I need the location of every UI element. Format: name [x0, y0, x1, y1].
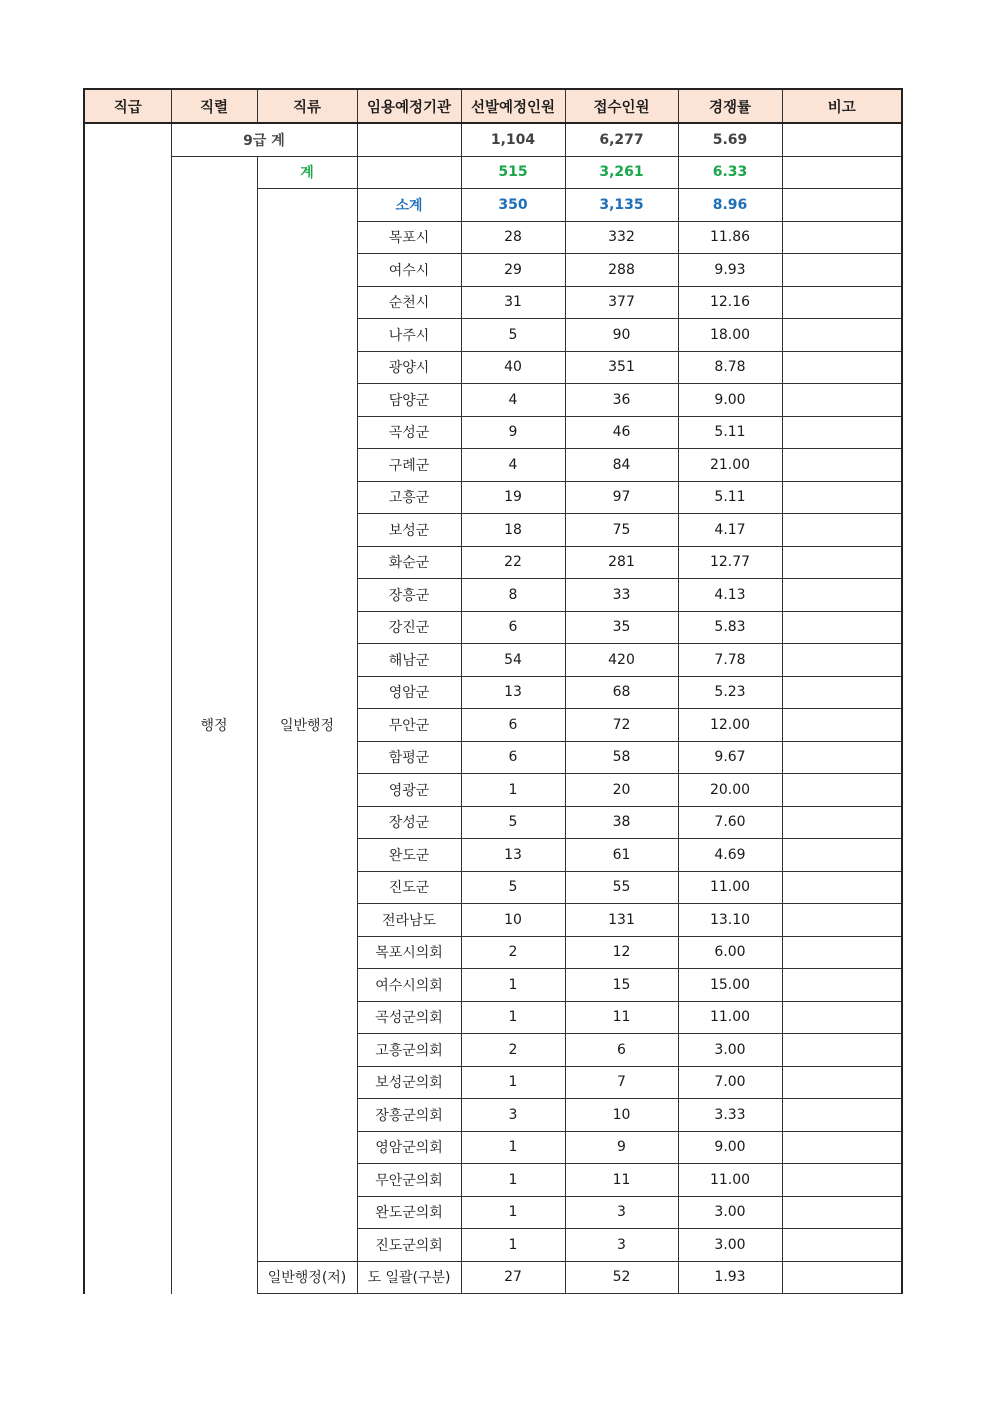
cell-ratio: 8.78 — [678, 351, 782, 384]
cell-agency: 진도군의회 — [357, 1229, 461, 1262]
cell-ratio: 4.13 — [678, 579, 782, 612]
cell-ratio: 7.60 — [678, 806, 782, 839]
subtotal-planned: 350 — [461, 189, 565, 222]
cell-planned: 6 — [461, 741, 565, 774]
cell-ratio: 11.86 — [678, 221, 782, 254]
cell-applicants: 52 — [565, 1261, 678, 1294]
grand-total-label: 9급 계 — [171, 123, 357, 156]
series-total-agency — [357, 156, 461, 189]
cell-applicants: 72 — [565, 709, 678, 742]
cell-note — [782, 806, 902, 839]
cell-ratio: 11.00 — [678, 871, 782, 904]
cell-planned: 40 — [461, 351, 565, 384]
cell-note — [782, 676, 902, 709]
subtotal-note — [782, 189, 902, 222]
cell-applicants: 11 — [565, 1164, 678, 1197]
cell-note — [782, 514, 902, 547]
cell-note — [782, 449, 902, 482]
cell-note — [782, 319, 902, 352]
cell-planned: 1 — [461, 774, 565, 807]
cell-note — [782, 1196, 902, 1229]
cell-planned: 1 — [461, 1229, 565, 1262]
cell-note — [782, 286, 902, 319]
grand-total-note — [782, 123, 902, 156]
job-cell-general-admin: 일반행정 — [257, 189, 357, 1262]
cell-note — [782, 254, 902, 287]
cell-applicants: 15 — [565, 969, 678, 1002]
cell-agency: 함평군 — [357, 741, 461, 774]
cell-ratio: 13.10 — [678, 904, 782, 937]
cell-planned: 1 — [461, 1001, 565, 1034]
cell-applicants: 420 — [565, 644, 678, 677]
cell-planned: 4 — [461, 449, 565, 482]
cell-applicants: 6 — [565, 1034, 678, 1067]
cell-agency: 도 일괄(구분) — [357, 1261, 461, 1294]
cell-planned: 29 — [461, 254, 565, 287]
cell-note — [782, 871, 902, 904]
cell-planned: 1 — [461, 1066, 565, 1099]
cell-planned: 3 — [461, 1099, 565, 1132]
cell-job: 일반행정(저) — [257, 1261, 357, 1294]
cell-applicants: 131 — [565, 904, 678, 937]
cell-applicants: 351 — [565, 351, 678, 384]
series-total-row — [84, 156, 902, 189]
cell-note — [782, 969, 902, 1002]
cell-ratio: 5.11 — [678, 481, 782, 514]
cell-note — [782, 384, 902, 417]
series-total-applicants: 3,261 — [565, 156, 678, 189]
cell-note — [782, 481, 902, 514]
cell-note — [782, 221, 902, 254]
cell-applicants: 68 — [565, 676, 678, 709]
header-job: 직류 — [257, 89, 357, 123]
cell-applicants: 33 — [565, 579, 678, 612]
cell-agency: 곡성군 — [357, 416, 461, 449]
header-applicants: 접수인원 — [565, 89, 678, 123]
cell-note — [782, 1001, 902, 1034]
cell-agency: 무안군의회 — [357, 1164, 461, 1197]
cell-agency: 목포시 — [357, 221, 461, 254]
cell-agency: 고흥군의회 — [357, 1034, 461, 1067]
cell-ratio: 11.00 — [678, 1164, 782, 1197]
cell-ratio: 9.00 — [678, 384, 782, 417]
cell-planned: 28 — [461, 221, 565, 254]
cell-applicants: 281 — [565, 546, 678, 579]
cell-note — [782, 904, 902, 937]
cell-applicants: 11 — [565, 1001, 678, 1034]
cell-note — [782, 1099, 902, 1132]
subtotal-label: 소계 — [357, 189, 461, 222]
cell-applicants: 12 — [565, 936, 678, 969]
cell-agency: 곡성군의회 — [357, 1001, 461, 1034]
cell-applicants: 9 — [565, 1131, 678, 1164]
cell-note — [782, 709, 902, 742]
cell-ratio: 6.00 — [678, 936, 782, 969]
cell-planned: 5 — [461, 871, 565, 904]
header-rank: 직급 — [84, 89, 171, 123]
cell-planned: 13 — [461, 676, 565, 709]
cell-planned: 4 — [461, 384, 565, 417]
cell-applicants: 35 — [565, 611, 678, 644]
series-cell: 행정 — [171, 156, 257, 1294]
cell-planned: 5 — [461, 806, 565, 839]
cell-note — [782, 774, 902, 807]
cell-ratio: 1.93 — [678, 1261, 782, 1294]
cell-planned: 18 — [461, 514, 565, 547]
cell-applicants: 55 — [565, 871, 678, 904]
cell-note — [782, 1131, 902, 1164]
header-note: 비고 — [782, 89, 902, 123]
cell-planned: 19 — [461, 481, 565, 514]
cell-agency: 장흥군 — [357, 579, 461, 612]
cell-ratio: 9.67 — [678, 741, 782, 774]
cell-note — [782, 644, 902, 677]
cell-agency: 여수시의회 — [357, 969, 461, 1002]
cell-applicants: 97 — [565, 481, 678, 514]
cell-applicants: 38 — [565, 806, 678, 839]
series-total-planned: 515 — [461, 156, 565, 189]
series-total-label: 계 — [257, 156, 357, 189]
header-ratio: 경쟁률 — [678, 89, 782, 123]
cell-agency: 강진군 — [357, 611, 461, 644]
cell-ratio: 21.00 — [678, 449, 782, 482]
cell-ratio: 3.33 — [678, 1099, 782, 1132]
cell-note — [782, 1066, 902, 1099]
cell-applicants: 288 — [565, 254, 678, 287]
cell-agency: 무안군 — [357, 709, 461, 742]
cell-agency: 영암군의회 — [357, 1131, 461, 1164]
cell-applicants: 332 — [565, 221, 678, 254]
cell-applicants: 3 — [565, 1196, 678, 1229]
cell-agency: 장흥군의회 — [357, 1099, 461, 1132]
cell-planned: 2 — [461, 1034, 565, 1067]
cell-agency: 영암군 — [357, 676, 461, 709]
rank-cell — [84, 123, 171, 1294]
cell-planned: 1 — [461, 1164, 565, 1197]
cell-ratio: 9.00 — [678, 1131, 782, 1164]
cell-planned: 5 — [461, 319, 565, 352]
header-agency: 임용예정기관 — [357, 89, 461, 123]
subtotal-applicants: 3,135 — [565, 189, 678, 222]
cell-applicants: 36 — [565, 384, 678, 417]
cell-agency: 구례군 — [357, 449, 461, 482]
cell-note — [782, 416, 902, 449]
cell-applicants: 75 — [565, 514, 678, 547]
cell-ratio: 12.00 — [678, 709, 782, 742]
cell-note — [782, 1164, 902, 1197]
cell-note — [782, 351, 902, 384]
cell-agency: 고흥군 — [357, 481, 461, 514]
cell-ratio: 5.83 — [678, 611, 782, 644]
cell-agency: 광양시 — [357, 351, 461, 384]
cell-planned: 2 — [461, 936, 565, 969]
cell-ratio: 11.00 — [678, 1001, 782, 1034]
grand-total-applicants: 6,277 — [565, 123, 678, 156]
cell-note — [782, 1229, 902, 1262]
cell-agency: 여수시 — [357, 254, 461, 287]
cell-note — [782, 936, 902, 969]
grand-total-row — [84, 123, 902, 156]
header-series: 직렬 — [171, 89, 257, 123]
header-row — [84, 89, 902, 123]
cell-applicants: 90 — [565, 319, 678, 352]
grand-total-planned: 1,104 — [461, 123, 565, 156]
cell-ratio: 7.78 — [678, 644, 782, 677]
cell-planned: 13 — [461, 839, 565, 872]
cell-ratio: 4.17 — [678, 514, 782, 547]
cell-ratio: 5.11 — [678, 416, 782, 449]
subtotal-ratio: 8.96 — [678, 189, 782, 222]
cell-ratio: 20.00 — [678, 774, 782, 807]
cell-ratio: 7.00 — [678, 1066, 782, 1099]
cell-planned: 6 — [461, 611, 565, 644]
cell-planned: 8 — [461, 579, 565, 612]
cell-agency: 담양군 — [357, 384, 461, 417]
cell-planned: 27 — [461, 1261, 565, 1294]
cell-agency: 나주시 — [357, 319, 461, 352]
cell-agency: 전라남도 — [357, 904, 461, 937]
cell-applicants: 3 — [565, 1229, 678, 1262]
cell-ratio: 4.69 — [678, 839, 782, 872]
cell-agency: 해남군 — [357, 644, 461, 677]
cell-note — [782, 546, 902, 579]
cell-planned: 31 — [461, 286, 565, 319]
cell-applicants: 58 — [565, 741, 678, 774]
cell-applicants: 377 — [565, 286, 678, 319]
cell-note — [782, 1034, 902, 1067]
grand-total-agency — [357, 123, 461, 156]
cell-planned: 9 — [461, 416, 565, 449]
cell-planned: 6 — [461, 709, 565, 742]
cell-ratio: 12.16 — [678, 286, 782, 319]
cell-agency: 진도군 — [357, 871, 461, 904]
cell-ratio: 3.00 — [678, 1034, 782, 1067]
cell-agency: 영광군 — [357, 774, 461, 807]
series-total-ratio: 6.33 — [678, 156, 782, 189]
cell-applicants: 7 — [565, 1066, 678, 1099]
cell-agency: 완도군 — [357, 839, 461, 872]
recruitment-table — [83, 88, 903, 1294]
cell-agency: 장성군 — [357, 806, 461, 839]
cell-ratio: 9.93 — [678, 254, 782, 287]
cell-planned: 54 — [461, 644, 565, 677]
header-planned: 선발예정인원 — [461, 89, 565, 123]
cell-agency: 목포시의회 — [357, 936, 461, 969]
cell-ratio: 18.00 — [678, 319, 782, 352]
cell-planned: 1 — [461, 1196, 565, 1229]
cell-note — [782, 839, 902, 872]
grand-total-ratio: 5.69 — [678, 123, 782, 156]
cell-ratio: 12.77 — [678, 546, 782, 579]
cell-applicants: 84 — [565, 449, 678, 482]
cell-planned: 22 — [461, 546, 565, 579]
cell-note — [782, 1261, 902, 1294]
cell-note — [782, 741, 902, 774]
cell-ratio: 15.00 — [678, 969, 782, 1002]
cell-ratio: 3.00 — [678, 1196, 782, 1229]
cell-ratio: 3.00 — [678, 1229, 782, 1262]
cell-planned: 1 — [461, 969, 565, 1002]
cell-agency: 보성군 — [357, 514, 461, 547]
cell-ratio: 5.23 — [678, 676, 782, 709]
series-total-note — [782, 156, 902, 189]
cell-planned: 1 — [461, 1131, 565, 1164]
cell-agency: 화순군 — [357, 546, 461, 579]
cell-agency: 보성군의회 — [357, 1066, 461, 1099]
cell-agency: 완도군의회 — [357, 1196, 461, 1229]
cell-note — [782, 579, 902, 612]
cell-applicants: 10 — [565, 1099, 678, 1132]
cell-agency: 순천시 — [357, 286, 461, 319]
cell-note — [782, 611, 902, 644]
cell-planned: 10 — [461, 904, 565, 937]
cell-applicants: 46 — [565, 416, 678, 449]
cell-applicants: 61 — [565, 839, 678, 872]
cell-applicants: 20 — [565, 774, 678, 807]
